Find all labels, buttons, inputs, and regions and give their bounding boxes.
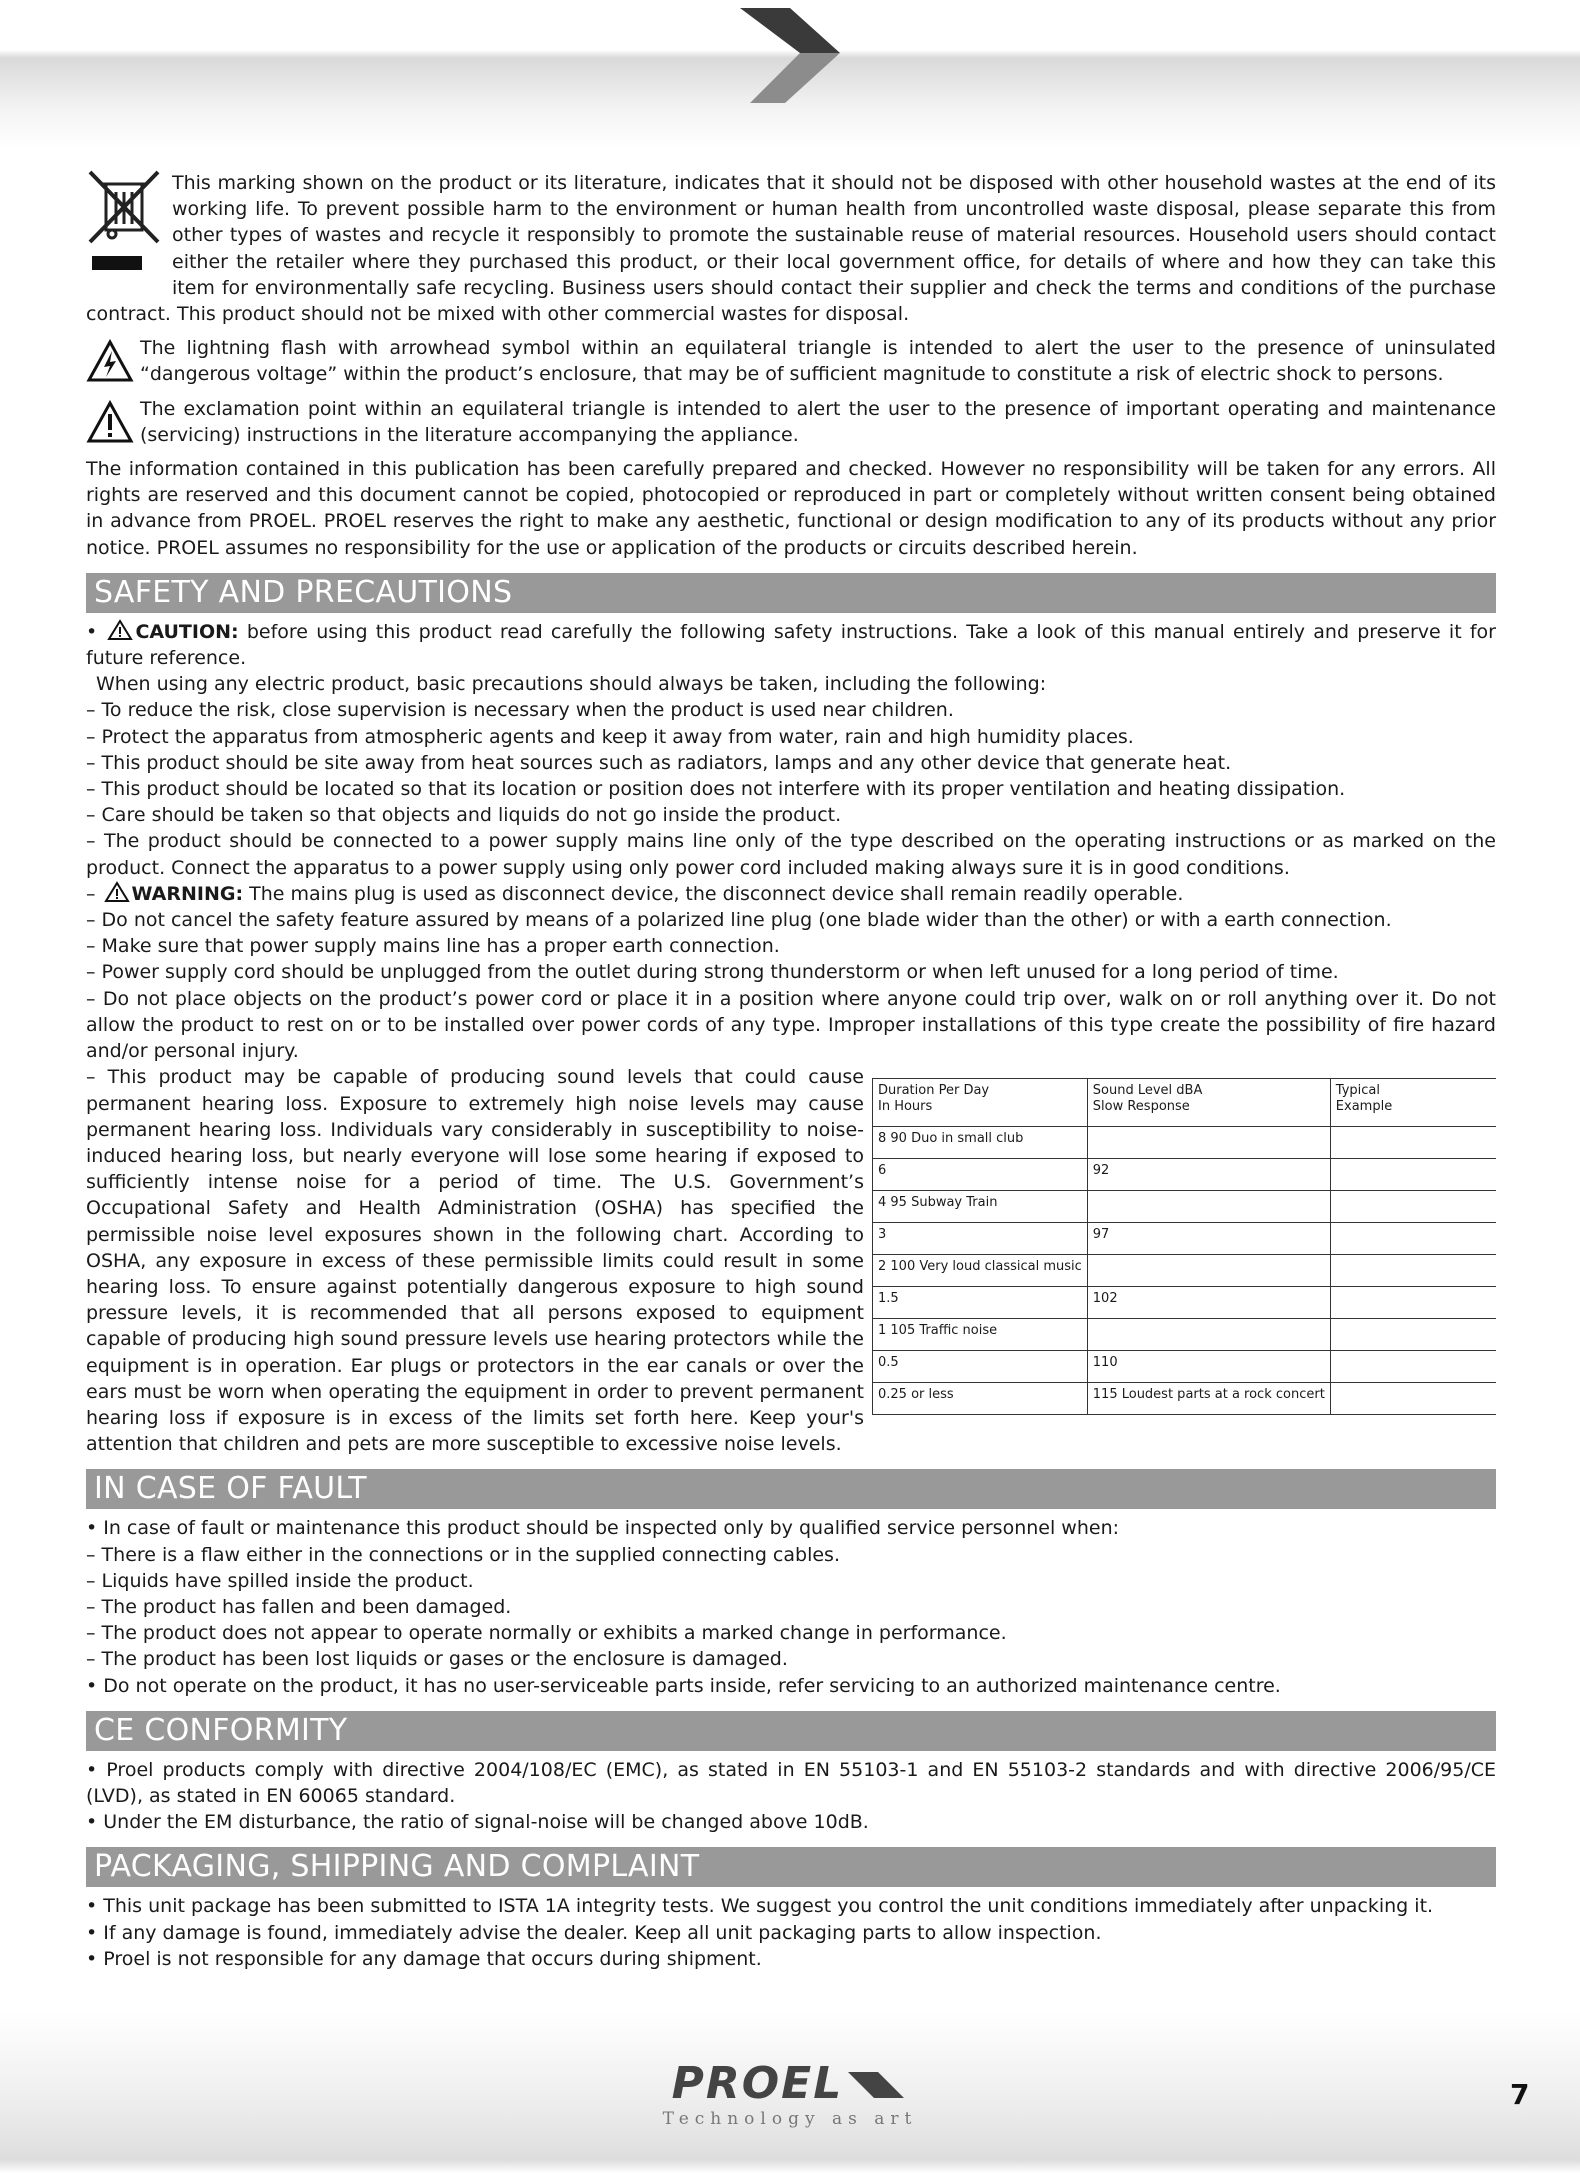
header-line: In Hours xyxy=(878,1099,933,1115)
packaging-item: • If any damage is found, immediately advise the dealer. Keep all unit packaging parts to allow inspection. xyxy=(86,1921,1102,1944)
table-cell: 2 100 Very loud classical music xyxy=(873,1255,1088,1287)
hearing-section xyxy=(86,1064,1496,1457)
table-header-cell xyxy=(1330,1079,1496,1127)
fault-item: – There is a flaw either in the connections or in the supplied connecting cables. xyxy=(86,1543,840,1566)
warning-text: The mains plug is used as disconnect device, the disconnect device shall remain readily operable. xyxy=(243,882,1184,905)
weee-text: This marking shown on the product or its literature, indicates that it should not be disposed with other household wastes at the end of its working life. To prevent possible harm to the environment or human health from uncontrolled waste disposal, please separate this from other types of wastes and recycle it responsibly to promote the sustainable reuse of material resources. Household users should contact either the retailer where they purchased this product, or their local government office, for details of where and how they can take this item for environmentally safe recycling. Business users should contact their supplier and check the terms and conditions of the purchase contract. This product should not be mixed with other commercial wastes for disposal. xyxy=(86,172,1496,326)
section-title-fault: IN CASE OF FAULT xyxy=(86,1469,1496,1509)
fault-item: – Liquids have spilled inside the product. xyxy=(86,1569,474,1592)
safety-item: – This product should be located so that its location or position does not interfere with its proper ventilation and heating dissipation. xyxy=(86,778,1346,801)
noise-exposure-table xyxy=(872,1078,1496,1415)
header-line: Slow Response xyxy=(1092,1099,1190,1115)
table-cell: 8 90 Duo in small club xyxy=(873,1127,1088,1159)
chevron-icon xyxy=(740,8,850,108)
header-line: Example xyxy=(1335,1099,1393,1115)
lightning-triangle-icon xyxy=(86,339,134,383)
lightning-notice xyxy=(86,335,1496,387)
table-row xyxy=(873,1191,1497,1223)
header-line: Sound Level dBA xyxy=(1092,1083,1203,1099)
logo-row xyxy=(640,2060,940,2108)
safety-item: – Care should be taken so that objects and liquids do not go inside the product. xyxy=(86,804,842,827)
table-cell xyxy=(1087,1191,1330,1223)
table-cell xyxy=(1330,1351,1496,1383)
caution-item xyxy=(86,619,1496,671)
safety-item: – This product should be site away from heat sources such as radiators, lamps and any other device that generate heat. xyxy=(86,751,1232,774)
table-cell: 0.25 or less xyxy=(873,1383,1088,1415)
table-header-cell xyxy=(873,1079,1088,1127)
packaging-item: • Proel is not responsible for any damage that occurs during shipment. xyxy=(86,1947,762,1970)
table-row xyxy=(873,1159,1497,1191)
safety-item: – Make sure that power supply mains line has a proper earth connection. xyxy=(86,935,780,958)
table-cell: 97 xyxy=(1087,1223,1330,1255)
table-cell xyxy=(1330,1127,1496,1159)
logo-wordmark: PROEL xyxy=(671,2058,844,2109)
safety-item: – Protect the apparatus from atmospheric agents and keep it away from water, rain and high humidity places. xyxy=(86,725,1134,748)
safety-intro: When using any electric product, basic precautions should always be taken, including the following: xyxy=(96,673,1047,696)
table-cell xyxy=(1330,1319,1496,1351)
logo-chevron-icon xyxy=(848,2068,908,2102)
header-line: Typical xyxy=(1335,1083,1380,1099)
table-cell: 4 95 Subway Train xyxy=(873,1191,1088,1223)
logo-tagline: Technology as art xyxy=(662,2109,918,2129)
table-cell xyxy=(1330,1383,1496,1415)
exclamation-notice xyxy=(86,396,1496,448)
section-title-packaging: PACKAGING, SHIPPING AND COMPLAINT xyxy=(86,1847,1496,1887)
table-cell xyxy=(1087,1127,1330,1159)
table-cell: 1.5 xyxy=(873,1287,1088,1319)
table-row xyxy=(873,1255,1497,1287)
crossed-bin-icon xyxy=(86,170,166,280)
safety-item: – Do not cancel the safety feature assured by means of a polarized line plug (one blade wider than the other) or with a earth connection. xyxy=(86,909,1392,932)
table-cell xyxy=(1330,1287,1496,1319)
fault-item: • Do not operate on the product, it has no user-serviceable parts inside, refer servicing to an authorized maintenance centre. xyxy=(86,1674,1281,1697)
table-header-cell xyxy=(1087,1079,1330,1127)
table-cell: 1 105 Traffic noise xyxy=(873,1319,1088,1351)
page-number: 7 xyxy=(1510,2078,1530,2111)
safety-item: – The product should be connected to a power supply mains line only of the type described on the operating instructions or as marked on the product. Connect the apparatus to a power supply using only power cord included making always sure it is in good conditions. xyxy=(86,830,1496,879)
table-cell xyxy=(1087,1319,1330,1351)
table-row xyxy=(873,1287,1497,1319)
table-cell: 102 xyxy=(1087,1287,1330,1319)
header-line: Duration Per Day xyxy=(878,1083,990,1099)
exclamation-triangle-icon xyxy=(86,400,134,444)
bullet: • xyxy=(86,620,98,643)
section-title-safety: SAFETY AND PRECAUTIONS xyxy=(86,573,1496,613)
caution-text: before using this product read carefully the following safety instructions. Take a look of this manual entirely and preserve it for future reference. xyxy=(86,620,1496,670)
table-cell: 92 xyxy=(1087,1159,1330,1191)
proel-logo xyxy=(640,2060,940,2130)
fault-item: – The product has fallen and been damaged. xyxy=(86,1595,512,1618)
ce-item: • Proel products comply with directive 2004/108/EC (EMC), as stated in EN 55103-1 and EN 55103-2 standards and with directive 2006/95/CE (LVD), as stated in EN 60065 standard. xyxy=(86,1758,1496,1807)
warning-triangle-icon xyxy=(107,619,133,641)
fault-item: – The product does not appear to operate normally or exhibits a marked change in performance. xyxy=(86,1622,1007,1645)
exclamation-text: The exclamation point within an equilateral triangle is intended to alert the user to the presence of important operating and maintenance (servicing) instructions in the literature accompanying the appliance. xyxy=(140,397,1496,446)
warning-triangle-icon xyxy=(104,881,130,903)
table-row xyxy=(873,1351,1497,1383)
table-cell: 3 xyxy=(873,1223,1088,1255)
table-cell: 115 Loudest parts at a rock concert xyxy=(1087,1383,1330,1415)
table-row xyxy=(873,1223,1497,1255)
table-row xyxy=(873,1319,1497,1351)
table-row xyxy=(873,1127,1497,1159)
warning-item xyxy=(86,881,1496,907)
table-cell xyxy=(1330,1255,1496,1287)
weee-notice xyxy=(86,170,1496,327)
page-content xyxy=(86,170,1496,1972)
fault-item: – The product has been lost liquids or gases or the enclosure is damaged. xyxy=(86,1648,788,1671)
section-title-ce: CE CONFORMITY xyxy=(86,1711,1496,1751)
table-cell xyxy=(1330,1191,1496,1223)
safety-item: – Power supply cord should be unplugged from the outlet during strong thunderstorm or when left unused for a long period of time. xyxy=(86,961,1339,984)
table-cell: 0.5 xyxy=(873,1351,1088,1383)
fault-item: • In case of fault or maintenance this product should be inspected only by qualified service personnel when: xyxy=(86,1517,1120,1540)
table-row xyxy=(873,1383,1497,1415)
table-cell: 110 xyxy=(1087,1351,1330,1383)
packaging-item: • This unit package has been submitted to ISTA 1A integrity tests. We suggest you control the unit conditions immediately after unpacking it. xyxy=(86,1895,1434,1918)
safety-item: – To reduce the risk, close supervision is necessary when the product is used near children. xyxy=(86,699,954,722)
disclaimer-text: The information contained in this publication has been carefully prepared and checked. However no responsibility will be taken for any errors. All rights are reserved and this document cannot be copied, photocopied or reproduced in part or completely without written consent being obtained in advance from PROEL. PROEL reserves the right to make any aesthetic, functional or design modification to any of its products without any prior notice. PROEL assumes no responsibility for the use or application of the products or circuits described herein. xyxy=(86,458,1496,559)
table-cell xyxy=(1330,1159,1496,1191)
table-cell xyxy=(1330,1223,1496,1255)
ce-item: • Under the EM disturbance, the ratio of signal-noise will be changed above 10dB. xyxy=(86,1811,869,1834)
table-cell xyxy=(1087,1255,1330,1287)
table-header-row xyxy=(873,1079,1497,1127)
warning-label: WARNING: xyxy=(131,882,244,905)
lightning-text: The lightning flash with arrowhead symbol within an equilateral triangle is intended to alert the user to the presence of uninsulated “dangerous voltage” within the product’s enclosure, that may be of sufficient magnitude to constitute a risk of electric shock to persons. xyxy=(140,337,1496,386)
table-cell: 6 xyxy=(873,1159,1088,1191)
safety-item: – Do not place objects on the product’s power cord or place it in a position where anyone could trip over, walk on or roll anything over it. Do not allow the product to rest on or to be installed over power cords of any type. Improper installations of this type create the possibility of fire hazard and/or personal injury. xyxy=(86,987,1496,1063)
caution-label: CAUTION: xyxy=(135,620,239,643)
dash: – xyxy=(86,882,96,905)
hearing-text: – This product may be capable of producing sound levels that could cause permanent hearing loss. Exposure to extremely high noise levels may cause permanent hearing loss. Individuals vary considerably in susceptibility to noise-induced hearing loss, but nearly everyone will lose some hearing if exposed to sufficiently intense noise for a period of time. The U.S. Government’s Occupational Safety and Health Administration (OSHA) has specified the permissible noise level exposures shown in the following chart. According to OSHA, any exposure in excess of these permissible limits could result in some hearing loss. To ensure against potentially dangerous exposure to high sound pressure levels, it is recommended that all persons exposed to equipment capable of producing high sound pressure levels use hearing protectors while the equipment is in operation. Ear plugs or protectors in the ear canals or over the ears must be worn when operating the equipment in order to prevent permanent hearing loss if exposure is in excess of the limits set forth here. Keep your's attention that children and pets are more susceptible to excessive noise levels. xyxy=(86,1066,864,1456)
